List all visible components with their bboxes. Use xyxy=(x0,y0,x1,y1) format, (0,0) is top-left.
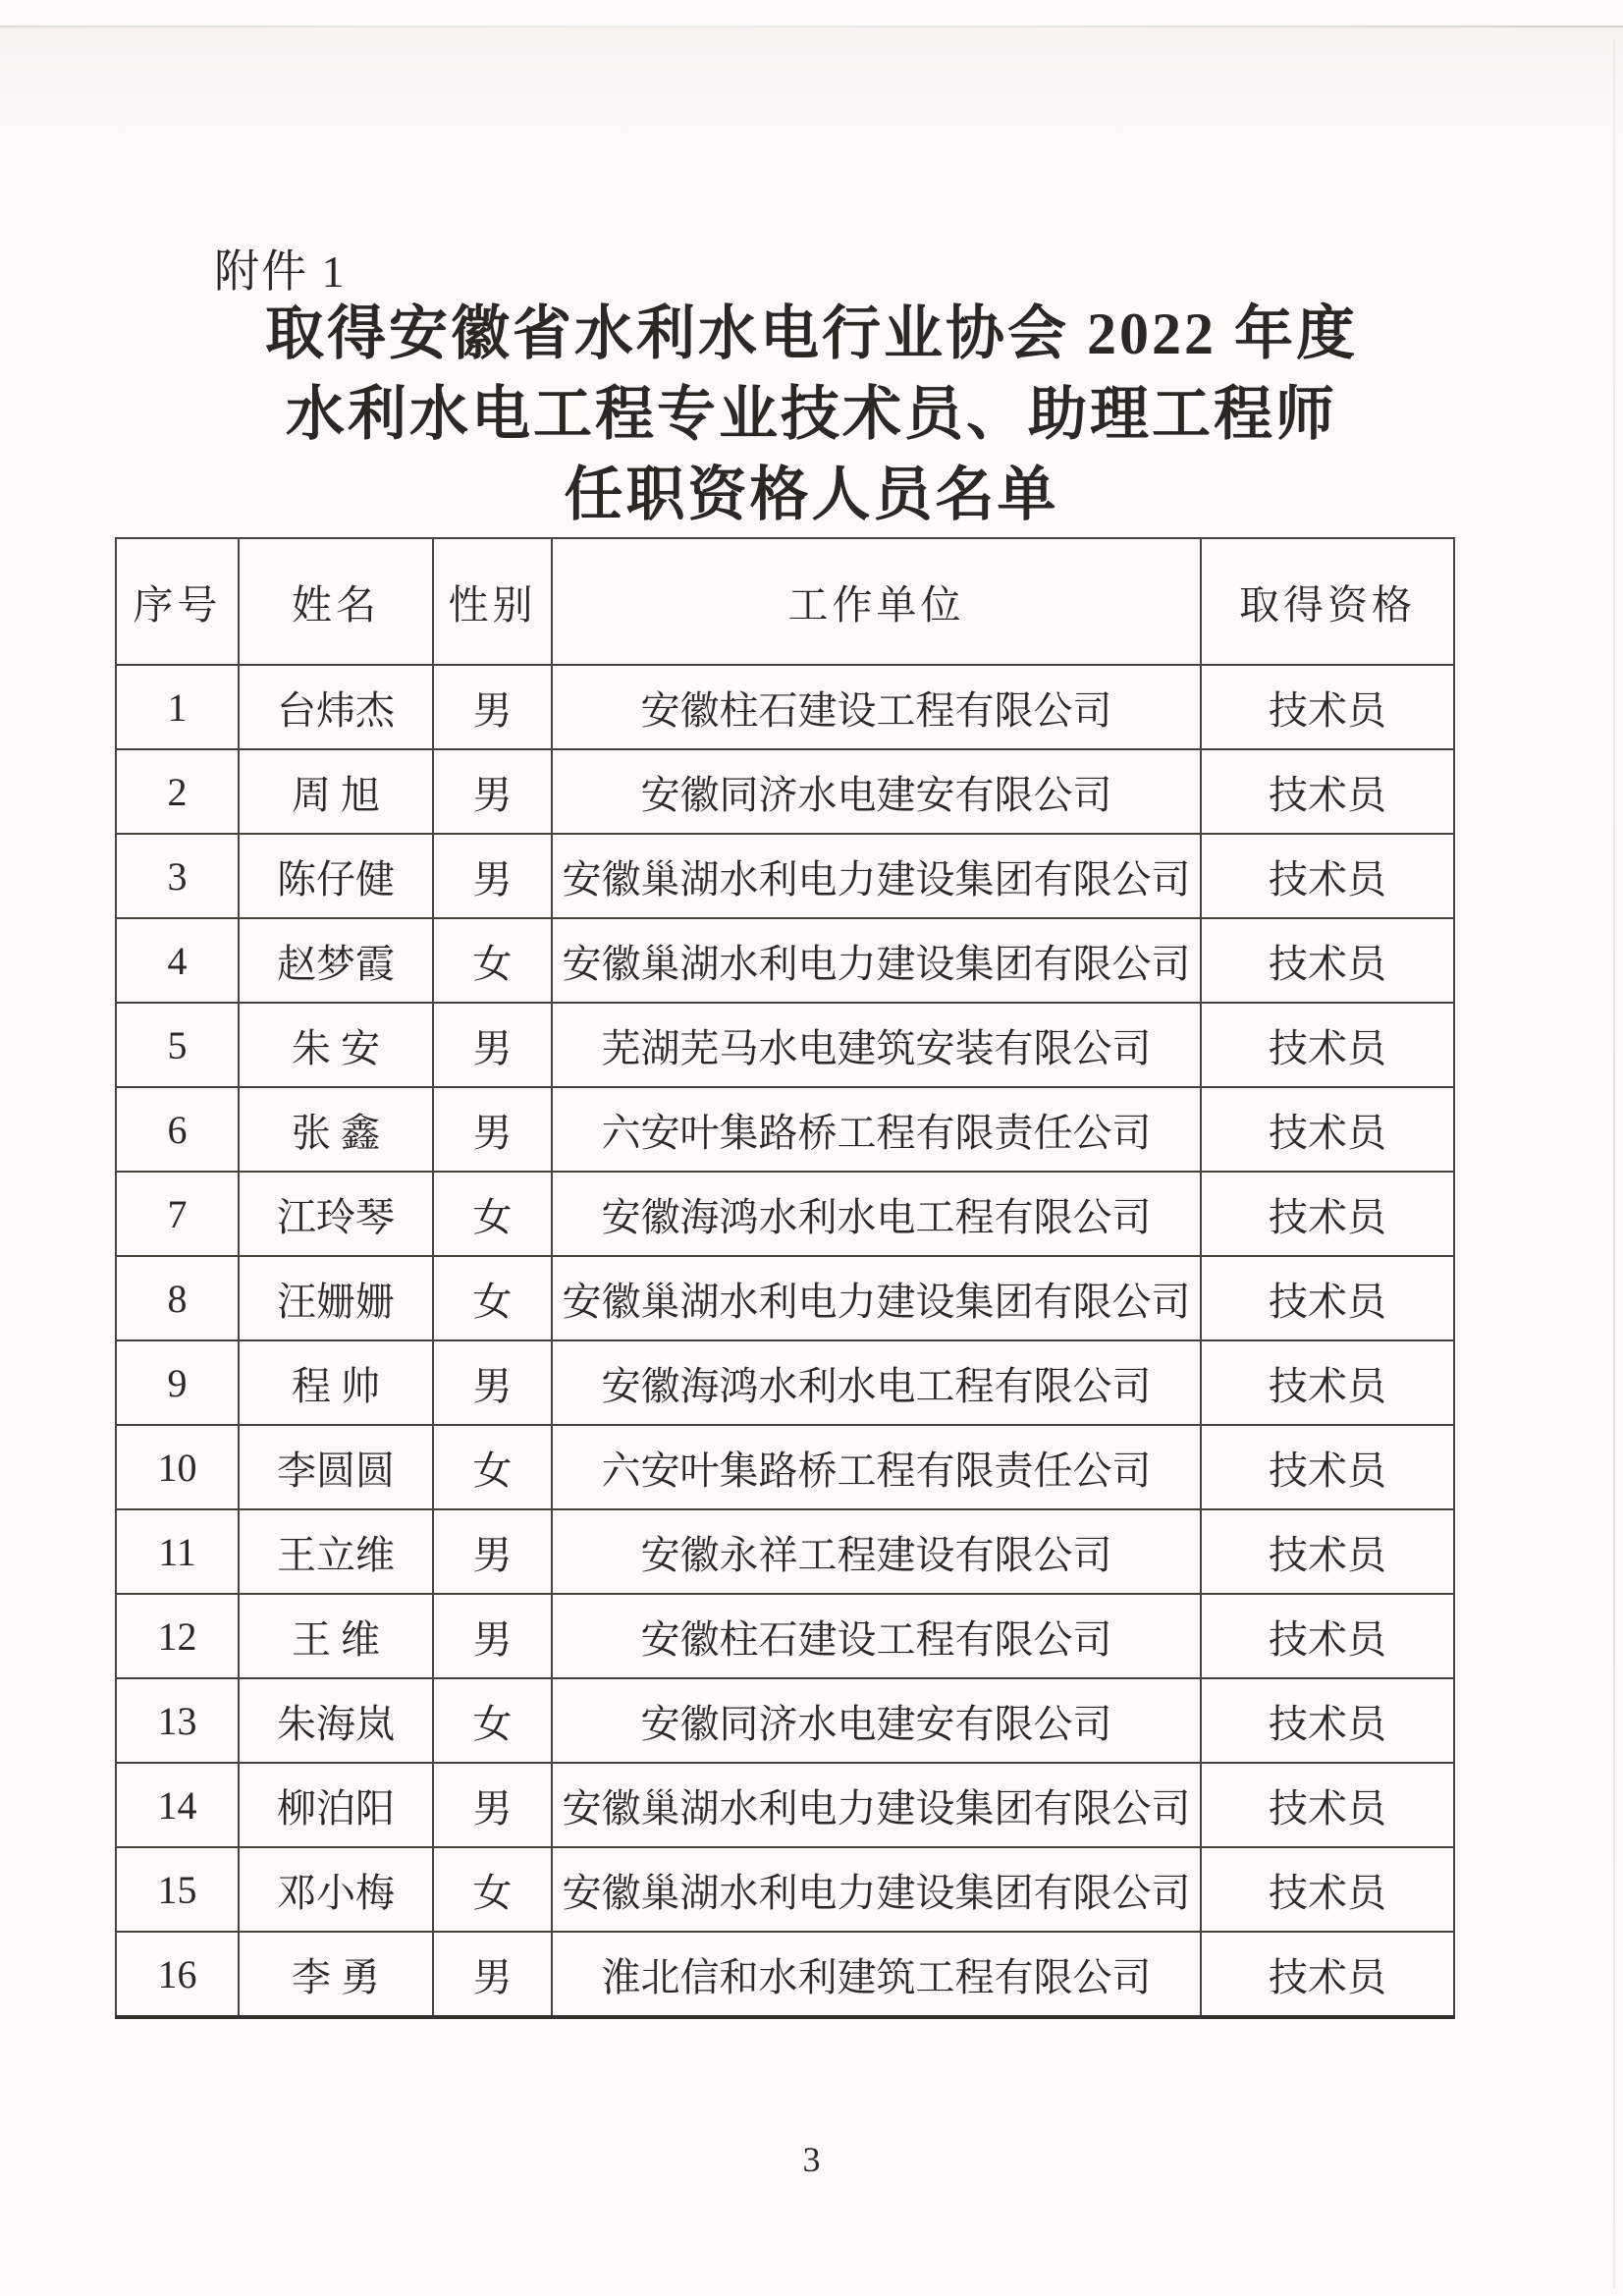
table-header xyxy=(116,538,1454,665)
gender-cell: 男 xyxy=(433,1932,552,2017)
employer-cell: 安徽柱石建设工程有限公司 xyxy=(552,665,1201,749)
page-number: 3 xyxy=(802,2140,821,2179)
name-cell: 邓小梅 xyxy=(239,1847,433,1932)
header-row xyxy=(116,538,1454,665)
qualification-cell: 技术员 xyxy=(1201,1509,1454,1594)
employer-cell: 安徽同济水电建安有限公司 xyxy=(552,1678,1201,1763)
header-qualification: 取得资格 xyxy=(1201,538,1454,665)
table-row xyxy=(116,665,1454,749)
qualification-cell: 技术员 xyxy=(1201,1678,1454,1763)
table-row xyxy=(116,1087,1454,1172)
employer-cell: 淮北信和水利建筑工程有限公司 xyxy=(552,1932,1201,2017)
table-row xyxy=(116,1594,1454,1678)
qualification-cell: 技术员 xyxy=(1201,1763,1454,1847)
employer-cell: 安徽永祥工程建设有限公司 xyxy=(552,1509,1201,1594)
seq-cell: 14 xyxy=(116,1763,239,1847)
gender-cell: 男 xyxy=(433,749,552,834)
employer-cell: 安徽海鸿水利水电工程有限公司 xyxy=(552,1340,1201,1425)
table-row xyxy=(116,1003,1454,1087)
table-row xyxy=(116,918,1454,1003)
table-row xyxy=(116,1763,1454,1847)
gender-cell: 男 xyxy=(433,1087,552,1172)
name-cell: 王立维 xyxy=(239,1509,433,1594)
seq-cell: 1 xyxy=(116,665,239,749)
employer-cell: 安徽巢湖水利电力建设集团有限公司 xyxy=(552,834,1201,918)
employer-cell: 安徽海鸿水利水电工程有限公司 xyxy=(552,1172,1201,1256)
table-row xyxy=(116,834,1454,918)
table-row xyxy=(116,749,1454,834)
name-cell: 李圆圆 xyxy=(239,1425,433,1509)
qualification-cell: 技术员 xyxy=(1201,834,1454,918)
table-row xyxy=(116,1678,1454,1763)
gender-cell: 女 xyxy=(433,1847,552,1932)
gender-cell: 女 xyxy=(433,1256,552,1340)
seq-cell: 11 xyxy=(116,1509,239,1594)
seq-cell: 2 xyxy=(116,749,239,834)
table-row xyxy=(116,1172,1454,1256)
name-cell: 赵梦霞 xyxy=(239,918,433,1003)
table-row xyxy=(116,1256,1454,1340)
title-line-1: 取得安徽省水利水电行业协会 2022 年度 xyxy=(265,301,1358,366)
seq-cell: 4 xyxy=(116,918,239,1003)
name-cell: 朱海岚 xyxy=(239,1678,433,1763)
gender-cell: 男 xyxy=(433,665,552,749)
gender-cell: 男 xyxy=(433,1594,552,1678)
gender-cell: 女 xyxy=(433,1678,552,1763)
qualification-cell: 技术员 xyxy=(1201,665,1454,749)
employer-cell: 安徽巢湖水利电力建设集团有限公司 xyxy=(552,918,1201,1003)
seq-cell: 10 xyxy=(116,1425,239,1509)
qualification-cell: 技术员 xyxy=(1201,749,1454,834)
gender-cell: 女 xyxy=(433,918,552,1003)
seq-cell: 13 xyxy=(116,1678,239,1763)
table-row xyxy=(116,1847,1454,1932)
name-cell: 王 维 xyxy=(239,1594,433,1678)
qualification-cell: 技术员 xyxy=(1201,1932,1454,2017)
header-employer: 工作单位 xyxy=(552,538,1201,665)
seq-cell: 3 xyxy=(116,834,239,918)
seq-cell: 16 xyxy=(116,1932,239,2017)
qualification-cell: 技术员 xyxy=(1201,1256,1454,1340)
scan-top-tint xyxy=(0,27,1623,136)
seq-cell: 8 xyxy=(116,1256,239,1340)
seq-cell: 7 xyxy=(116,1172,239,1256)
employer-cell: 安徽同济水电建安有限公司 xyxy=(552,749,1201,834)
gender-cell: 男 xyxy=(433,834,552,918)
gender-cell: 女 xyxy=(433,1425,552,1509)
name-cell: 张 鑫 xyxy=(239,1087,433,1172)
qualification-cell: 技术员 xyxy=(1201,918,1454,1003)
qualification-cell: 技术员 xyxy=(1201,1425,1454,1509)
seq-cell: 6 xyxy=(116,1087,239,1172)
table-body xyxy=(116,665,1454,2017)
header-name: 姓名 xyxy=(239,538,433,665)
name-cell: 台炜杰 xyxy=(239,665,433,749)
table-row xyxy=(116,1425,1454,1509)
gender-cell: 女 xyxy=(433,1172,552,1256)
title-line-3: 任职资格人员名单 xyxy=(564,463,1059,527)
qualification-cell: 技术员 xyxy=(1201,1847,1454,1932)
document-title xyxy=(0,294,1623,535)
qualification-cell: 技术员 xyxy=(1201,1003,1454,1087)
qualification-cell: 技术员 xyxy=(1201,1087,1454,1172)
employer-cell: 芜湖芜马水电建筑安装有限公司 xyxy=(552,1003,1201,1087)
gender-cell: 男 xyxy=(433,1763,552,1847)
employer-cell: 安徽巢湖水利电力建设集团有限公司 xyxy=(552,1847,1201,1932)
employer-cell: 六安叶集路桥工程有限责任公司 xyxy=(552,1425,1201,1509)
employer-cell: 安徽巢湖水利电力建设集团有限公司 xyxy=(552,1763,1201,1847)
name-cell: 朱 安 xyxy=(239,1003,433,1087)
title-line-2: 水利水电工程专业技术员、助理工程师 xyxy=(286,382,1337,447)
seq-cell: 15 xyxy=(116,1847,239,1932)
seq-cell: 9 xyxy=(116,1340,239,1425)
header-seq: 序号 xyxy=(116,538,239,665)
employer-cell: 安徽柱石建设工程有限公司 xyxy=(552,1594,1201,1678)
attachment-label: 附件 1 xyxy=(214,246,347,297)
gender-cell: 男 xyxy=(433,1003,552,1087)
name-cell: 程 帅 xyxy=(239,1340,433,1425)
gender-cell: 男 xyxy=(433,1340,552,1425)
name-cell: 周 旭 xyxy=(239,749,433,834)
header-gender: 性别 xyxy=(433,538,552,665)
employer-cell: 六安叶集路桥工程有限责任公司 xyxy=(552,1087,1201,1172)
qualification-cell: 技术员 xyxy=(1201,1172,1454,1256)
name-cell: 汪姗姗 xyxy=(239,1256,433,1340)
qualification-cell: 技术员 xyxy=(1201,1594,1454,1678)
employer-cell: 安徽巢湖水利电力建设集团有限公司 xyxy=(552,1256,1201,1340)
seq-cell: 5 xyxy=(116,1003,239,1087)
qualification-cell: 技术员 xyxy=(1201,1340,1454,1425)
seq-cell: 12 xyxy=(116,1594,239,1678)
gender-cell: 男 xyxy=(433,1509,552,1594)
name-cell: 江玲琴 xyxy=(239,1172,433,1256)
table-row xyxy=(116,1340,1454,1425)
table-row xyxy=(116,1509,1454,1594)
name-cell: 李 勇 xyxy=(239,1932,433,2017)
table-row xyxy=(116,1932,1454,2017)
qualification-roster-table xyxy=(115,537,1455,2019)
name-cell: 柳泊阳 xyxy=(239,1763,433,1847)
name-cell: 陈仔健 xyxy=(239,834,433,918)
